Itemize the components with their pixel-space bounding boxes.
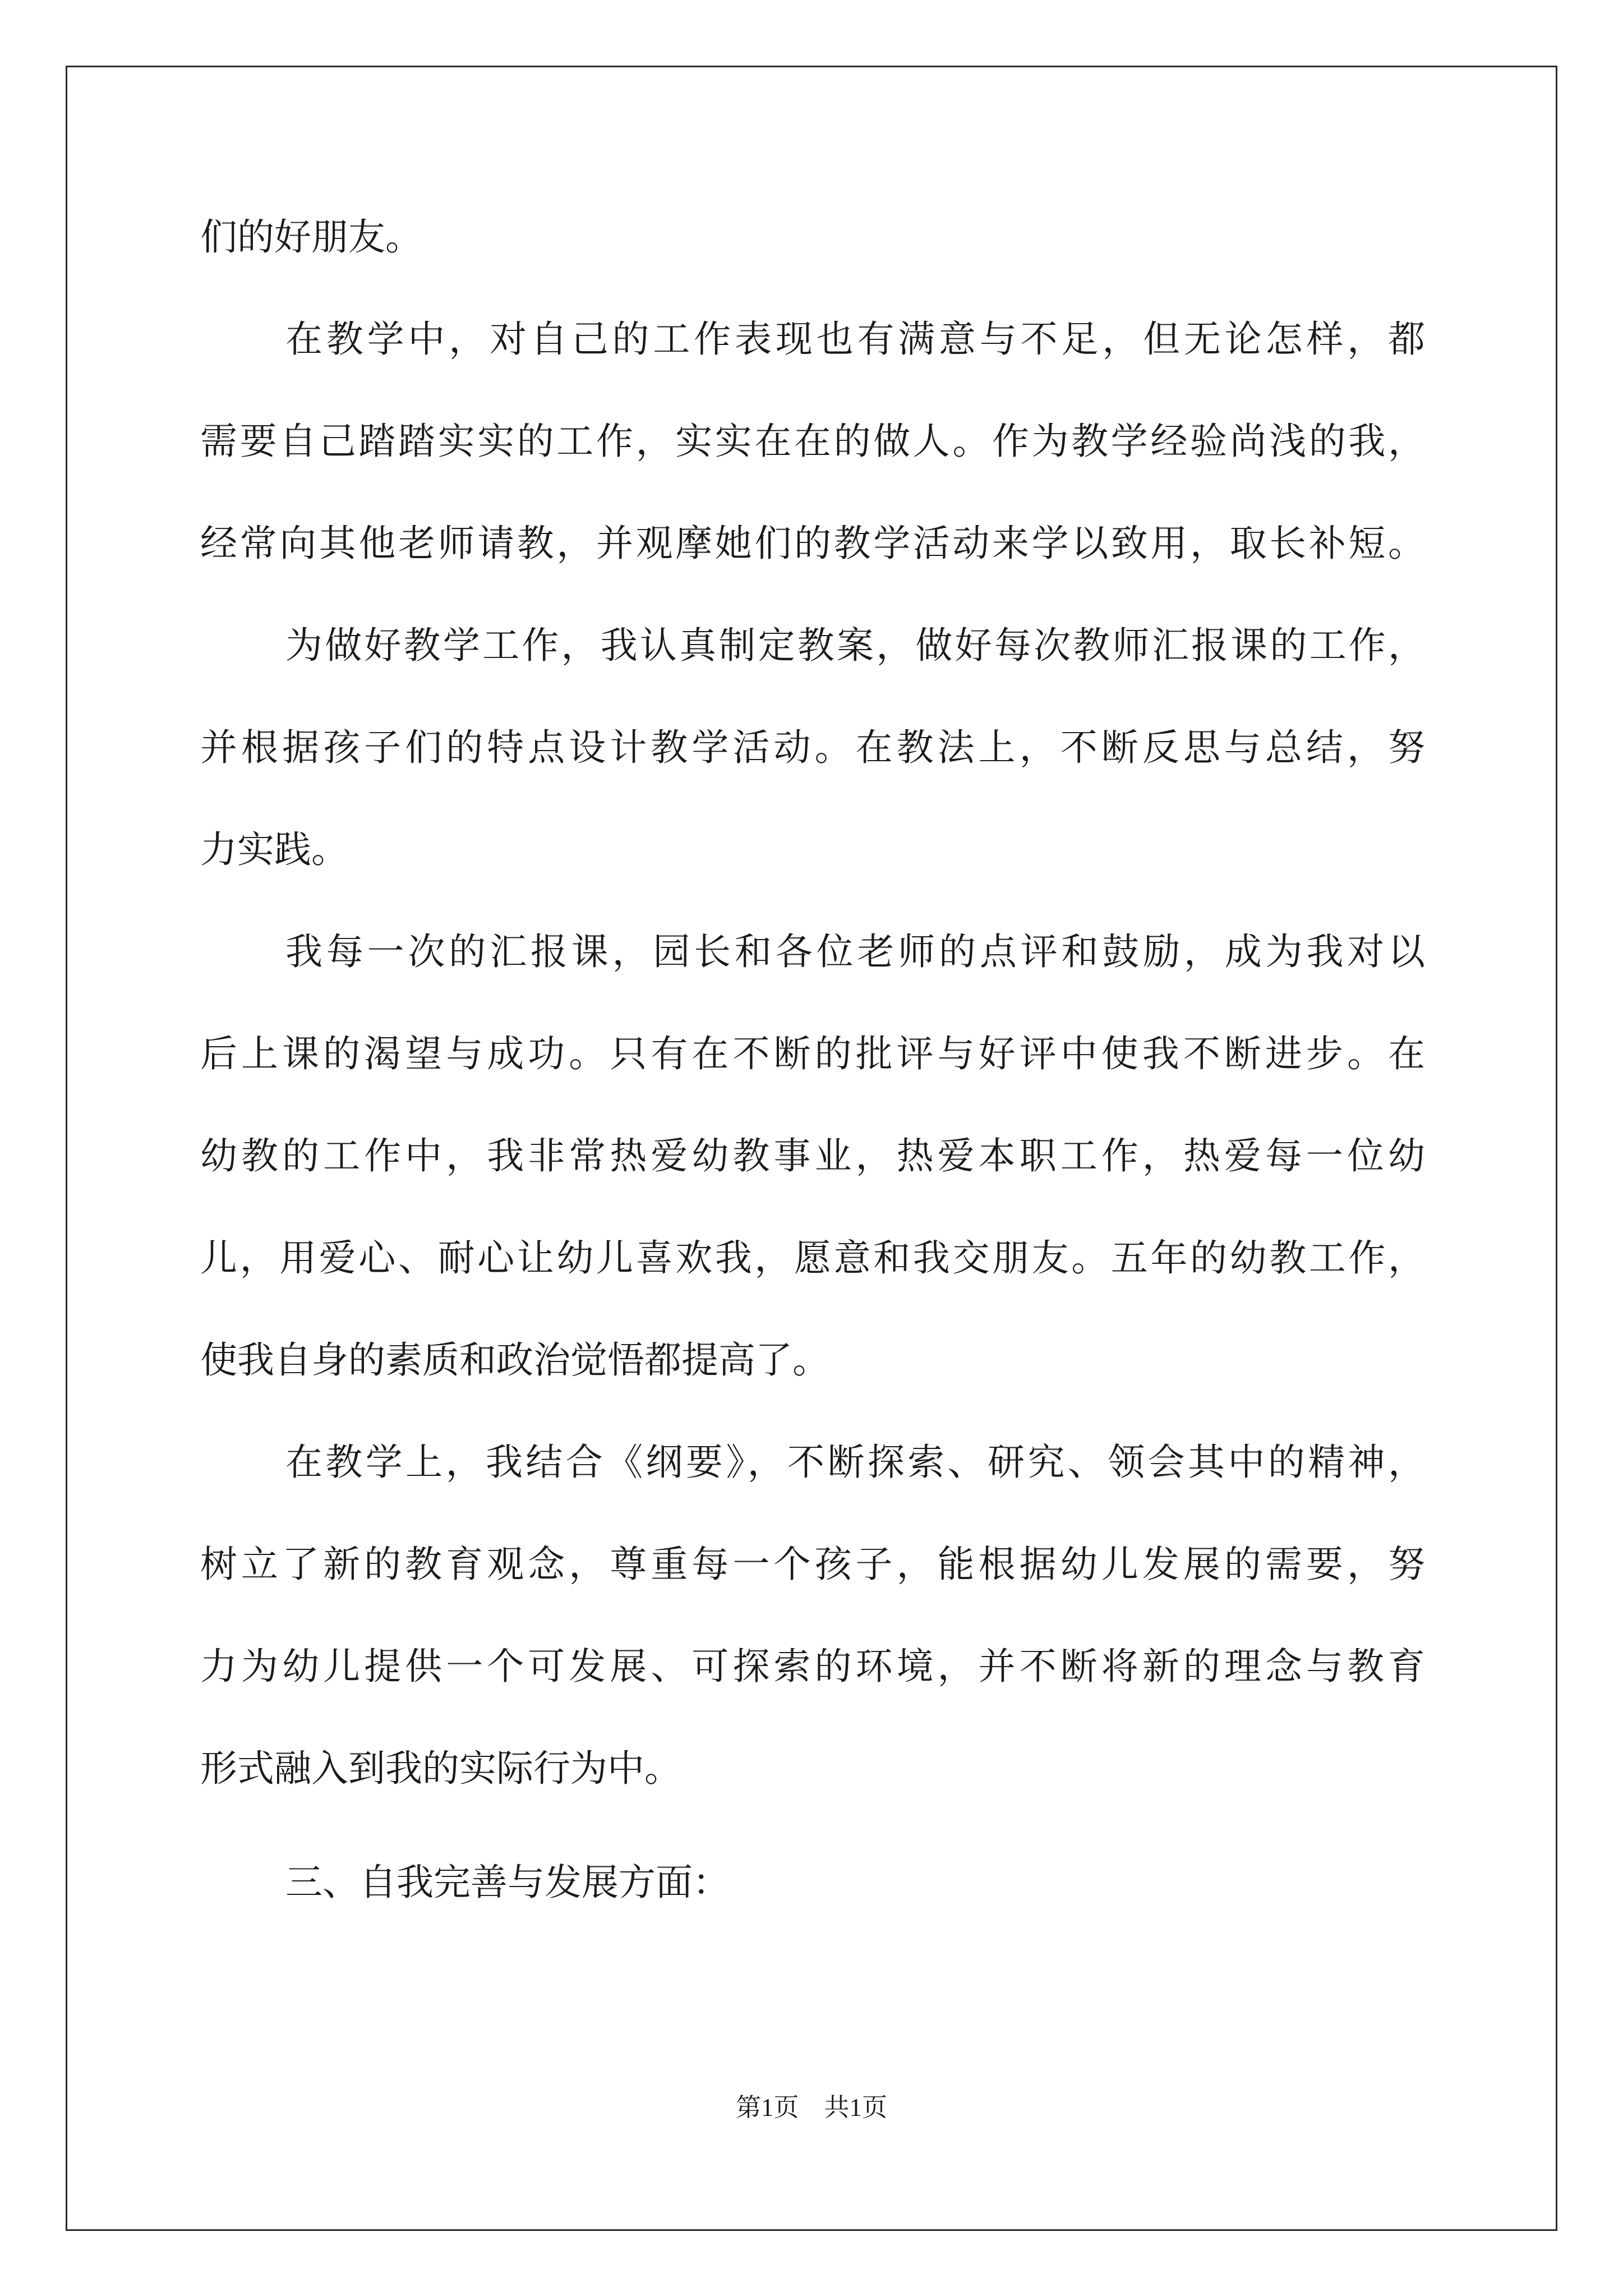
paragraph-first-line: 在教学上，我结合《纲要》，不断探索、研究、领会其中的精神，: [285, 1441, 1425, 1484]
paragraph-first-line: 在教学中，对自己的工作表现也有满意与不足，但无论怎样，都: [285, 318, 1425, 361]
text-line: 使我自身的素质和政治觉悟都提高了。: [200, 1338, 829, 1382]
text-line: 幼教的工作中，我非常热爱幼教事业，热爱本职工作，热爱每一位幼: [200, 1134, 1425, 1177]
text-line: 并根据孩子们的特点设计教学活动。在教法上，不断反思与总结，努: [200, 726, 1425, 769]
document-body: [200, 202, 1425, 1949]
text-line: 需要自己踏踏实实的工作，实实在在的做人。作为教学经验尚浅的我，: [200, 420, 1425, 463]
paragraph-first-line: 为做好教学工作，我认真制定教案，做好每次教师汇报课的工作，: [285, 624, 1425, 667]
section-heading: 三、自我完善与发展方面：: [285, 1861, 730, 1904]
paragraph-first-line: 我每一次的汇报课，园长和各位老师的点评和鼓励，成为我对以: [285, 930, 1425, 973]
text-line: 树立了新的教育观念，尊重每一个孩子，能根据幼儿发展的需要，努: [200, 1543, 1425, 1586]
page-number-footer: 第1页 共1页: [735, 2093, 887, 2122]
text-line: 力为幼儿提供一个可发展、可探索的环境，并不断将新的理念与教育: [200, 1645, 1425, 1688]
text-line: 后上课的渴望与成功。只有在不断的批评与好评中使我不断进步。在: [200, 1032, 1425, 1075]
text-line: 经常向其他老师请教，并观摩她们的教学活动来学以致用，取长补短。: [200, 522, 1425, 565]
text-line: 们的好朋友。: [200, 215, 422, 259]
text-line: 形式融入到我的实际行为中。: [200, 1747, 681, 1790]
text-line: 力实践。: [200, 828, 348, 871]
text-line: 儿，用爱心、耐心让幼儿喜欢我，愿意和我交朋友。五年的幼教工作，: [200, 1236, 1425, 1280]
